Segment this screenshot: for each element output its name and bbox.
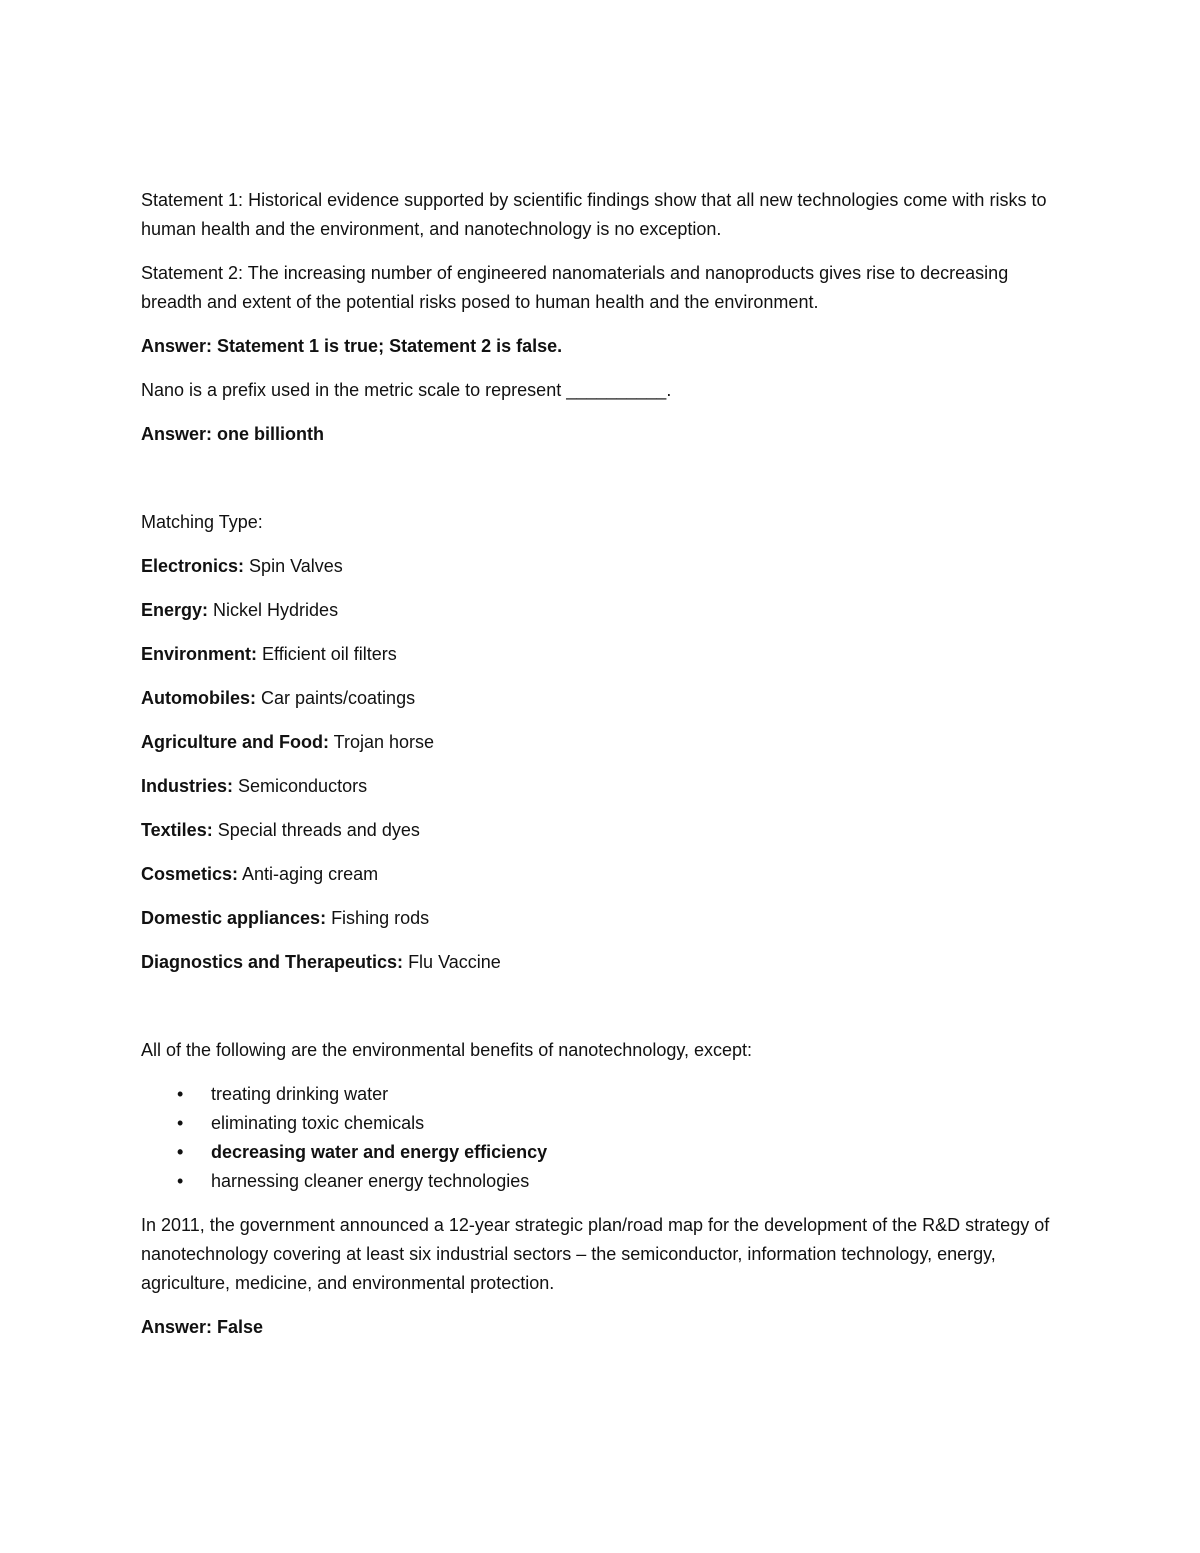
bullet-icon: • <box>177 1084 184 1104</box>
plan-answer <box>141 1313 1051 1342</box>
matching-term: Automobiles: <box>141 688 256 708</box>
matching-term: Domestic appliances: <box>141 908 327 928</box>
matching-item <box>141 596 1051 625</box>
matching-value: Efficient oil filters <box>257 644 397 664</box>
matching-term: Agriculture and Food: <box>141 732 329 752</box>
statements-answer: Answer: Statement 1 is true; Statement 2 is false. <box>141 336 563 356</box>
plan-answer-label: Answer: <box>141 1317 213 1337</box>
statement-1 <box>141 186 1051 244</box>
option-text: eliminating toxic chemicals <box>211 1113 425 1133</box>
matching-term: Energy: <box>141 600 209 620</box>
matching-value: Semiconductors <box>233 776 368 796</box>
matching-value: Trojan horse <box>329 732 435 752</box>
plan-answer-value: False <box>212 1317 264 1337</box>
option-text: decreasing water and energy efficiency <box>211 1142 548 1162</box>
spacer <box>141 992 1051 1036</box>
spacer <box>141 464 1051 508</box>
matching-item <box>141 728 1051 757</box>
matching-value: Anti-aging cream <box>238 864 379 884</box>
matching-term: Environment: <box>141 644 258 664</box>
matching-item <box>141 772 1051 801</box>
matching-item <box>141 948 1051 977</box>
matching-item <box>141 860 1051 889</box>
matching-item <box>141 816 1051 845</box>
list-item-answer <box>141 1138 1051 1167</box>
matching-term: Industries: <box>141 776 234 796</box>
matching-value: Flu Vaccine <box>403 952 501 972</box>
bullet-icon: • <box>177 1142 184 1162</box>
matching-term: Textiles: <box>141 820 213 840</box>
matching-heading: Matching Type: <box>141 512 263 532</box>
benefits-options <box>141 1080 1051 1196</box>
list-item <box>141 1109 1051 1138</box>
matching-item <box>141 640 1051 669</box>
document-page <box>141 186 1051 1357</box>
matching-term: Cosmetics: <box>141 864 239 884</box>
bullet-icon: • <box>177 1171 184 1191</box>
option-text: treating drinking water <box>211 1084 389 1104</box>
matching-value: Spin Valves <box>244 556 343 576</box>
statement-1-text: Historical evidence supported by scientific findings show that all new technologies come with risks to human health and the environment, and nanotechnology is no exception. <box>141 190 1047 239</box>
plan-statement: In 2011, the government announced a 12-year strategic plan/road map for the development of the R&D strategy of nanotechnology covering at least six industrial sectors – the semiconductor, information technology, energy, agriculture, medicine, and environmental protection. <box>141 1215 1050 1293</box>
option-text: harnessing cleaner energy technologies <box>211 1171 530 1191</box>
statement-2-text: The increasing number of engineered nanomaterials and nanoproducts gives rise to decreasing breadth and extent of the potential risks posed to human health and the environment. <box>141 263 1009 312</box>
matching-term: Electronics: <box>141 556 245 576</box>
nano-answer: Answer: one billionth <box>141 424 324 444</box>
matching-item <box>141 904 1051 933</box>
nano-question: Nano is a prefix used in the metric scale to represent __________. <box>141 380 672 400</box>
benefits-question: All of the following are the environmental benefits of nanotechnology, except: <box>141 1040 753 1060</box>
matching-item <box>141 684 1051 713</box>
matching-value: Special threads and dyes <box>212 820 420 840</box>
list-item <box>141 1167 1051 1196</box>
matching-value: Fishing rods <box>326 908 430 928</box>
matching-item <box>141 552 1051 581</box>
statement-2 <box>141 259 1051 317</box>
matching-term: Diagnostics and Therapeutics: <box>141 952 404 972</box>
bullet-icon: • <box>177 1113 184 1133</box>
statement-1-label: Statement 1: <box>141 190 244 210</box>
list-item <box>141 1080 1051 1109</box>
statement-2-label: Statement 2: <box>141 263 244 283</box>
matching-value: Car paints/coatings <box>256 688 416 708</box>
matching-value: Nickel Hydrides <box>208 600 339 620</box>
